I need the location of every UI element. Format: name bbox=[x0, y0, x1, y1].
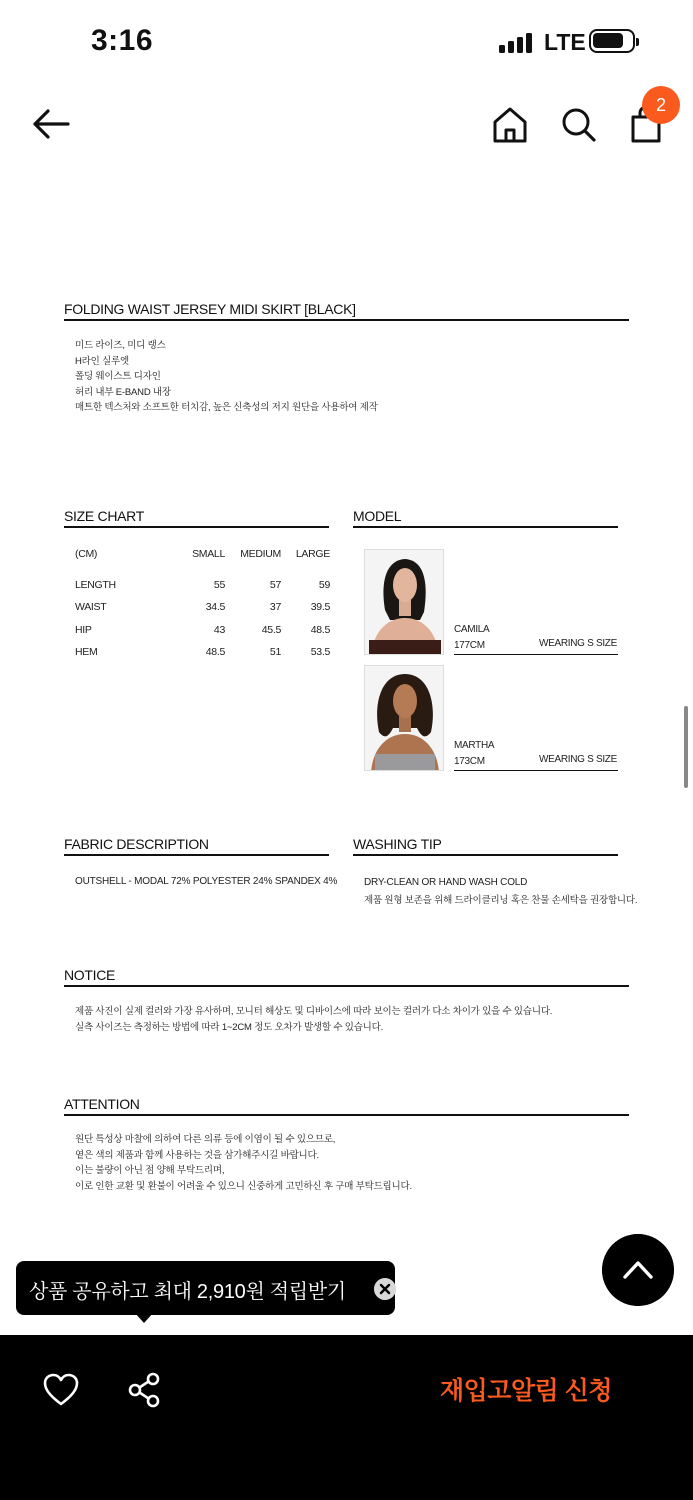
model-wearing-size: WEARING S SIZE bbox=[538, 754, 617, 765]
toast-pointer bbox=[135, 1313, 153, 1323]
table-row bbox=[75, 624, 335, 638]
status-time: 3:16 bbox=[91, 24, 154, 57]
scrollbar[interactable] bbox=[684, 706, 688, 788]
washing-text bbox=[364, 874, 637, 910]
notice-divider bbox=[64, 985, 629, 987]
notice-line: 제품 사진이 실제 컬러와 가장 유사하며, 모니터 해상도 및 디바이스에 따라 보이는 컬러가 다소 차이가 있을 수 있습니다. bbox=[75, 1006, 553, 1017]
row-label: HEM bbox=[75, 646, 98, 658]
cell: 57 bbox=[269, 579, 281, 591]
unit-label: (CM) bbox=[75, 548, 98, 560]
attention-title: ATTENTION bbox=[64, 1096, 140, 1112]
status-bar bbox=[0, 0, 693, 84]
model-title: MODEL bbox=[353, 508, 402, 524]
scroll-to-top-button[interactable] bbox=[602, 1234, 674, 1306]
restock-alert-button[interactable]: 재입고알림 신청 bbox=[440, 1377, 612, 1405]
washing-title: WASHING TIP bbox=[353, 836, 442, 852]
feature-line: 허리 내부 E-BAND 내장 bbox=[75, 386, 171, 398]
close-icon[interactable] bbox=[374, 1278, 396, 1300]
top-nav bbox=[0, 84, 693, 174]
fabric-text bbox=[75, 874, 337, 890]
model-name: MARTHA bbox=[454, 740, 495, 751]
size-chart-header bbox=[75, 548, 335, 562]
washing-line: 제품 원형 보존을 위해 드라이클리닝 혹은 찬물 손세탁을 권장합니다. bbox=[364, 895, 638, 906]
cell: 39.5 bbox=[310, 601, 330, 613]
share-reward-toast[interactable] bbox=[16, 1261, 395, 1315]
model-info-divider bbox=[454, 770, 618, 771]
cart-count-badge[interactable]: 2 bbox=[642, 86, 680, 124]
column-header: SMALL bbox=[192, 548, 225, 560]
cell: 53.5 bbox=[310, 646, 330, 658]
model-wearing-size: WEARING S SIZE bbox=[538, 638, 617, 649]
model-height: 177CM bbox=[454, 640, 485, 651]
feature-line: 미드 라이즈, 미디 랭스 bbox=[75, 340, 166, 351]
attention-line: 원단 특성상 마찰에 의하여 다른 의류 등에 이염이 될 수 있으므로, bbox=[75, 1134, 336, 1145]
model-name: CAMILA bbox=[454, 624, 490, 635]
attention-line: 이는 불량이 아닌 점 양해 부탁드리며, bbox=[75, 1165, 225, 1177]
home-icon[interactable] bbox=[490, 104, 530, 146]
notice-line: 실측 사이즈는 측정하는 방법에 따라 1~2CM 정도 오차가 발생할 수 있습니다. bbox=[75, 1021, 384, 1033]
washing-line: DRY-CLEAN OR HAND WASH COLD bbox=[364, 877, 528, 888]
search-icon[interactable] bbox=[558, 104, 598, 146]
washing-divider bbox=[353, 854, 618, 856]
fabric-divider bbox=[64, 854, 329, 856]
signal-icon bbox=[499, 33, 535, 53]
network-label: LTE bbox=[544, 29, 586, 55]
table-row bbox=[75, 646, 335, 660]
model-divider bbox=[353, 526, 618, 528]
model-height: 173CM bbox=[454, 756, 485, 767]
size-chart-divider bbox=[64, 526, 329, 528]
fabric-title: FABRIC DESCRIPTION bbox=[64, 836, 209, 852]
cell: 34.5 bbox=[205, 601, 225, 613]
attention-line: 이로 인한 교환 및 환불이 어려울 수 있으니 신중하게 고민하신 후 구매 부탁드립니다. bbox=[75, 1180, 412, 1192]
size-chart-title: SIZE CHART bbox=[64, 508, 144, 524]
feature-line: 매트한 텍스처와 소프트한 터치감, 높은 신축성의 저지 원단을 사용하여 제작 bbox=[75, 402, 378, 414]
cell: 55 bbox=[213, 579, 225, 591]
attention-divider bbox=[64, 1114, 629, 1116]
model-photo bbox=[364, 549, 444, 655]
battery-icon bbox=[589, 29, 635, 53]
table-row bbox=[75, 601, 335, 615]
product-title: FOLDING WAIST JERSEY MIDI SKIRT [BLACK] bbox=[64, 301, 356, 317]
bottom-action-bar bbox=[0, 1335, 693, 1500]
notice-title: NOTICE bbox=[64, 967, 116, 983]
cell: 45.5 bbox=[261, 624, 281, 636]
cell: 43 bbox=[213, 624, 225, 636]
notice-text bbox=[75, 1004, 552, 1035]
toast-text: 상품 공유하고 최대 2,910원 적립받기 bbox=[29, 1281, 346, 1303]
product-features bbox=[75, 338, 378, 416]
attention-line: 옅은 색의 제품과 함께 사용하는 것을 삼가해주시길 바랍니다. bbox=[75, 1149, 319, 1161]
attention-text bbox=[75, 1132, 412, 1194]
row-label: WAIST bbox=[75, 601, 107, 613]
heart-icon[interactable] bbox=[43, 1373, 79, 1407]
cell: 48.5 bbox=[310, 624, 330, 636]
row-label: LENGTH bbox=[75, 579, 116, 591]
fabric-composition: OUTSHELL - MODAL 72% POLYESTER 24% SPANDEX 4% bbox=[75, 876, 338, 887]
cell: 37 bbox=[269, 601, 281, 613]
back-arrow-icon[interactable] bbox=[28, 104, 74, 144]
table-row bbox=[75, 579, 335, 593]
model-photo bbox=[364, 665, 444, 771]
title-divider bbox=[64, 319, 629, 321]
row-label: HIP bbox=[75, 624, 92, 636]
model-info-divider bbox=[454, 654, 618, 655]
cell: 48.5 bbox=[205, 646, 225, 658]
feature-line: 폴딩 웨이스트 디자인 bbox=[75, 371, 161, 383]
column-header: MEDIUM bbox=[240, 548, 281, 560]
share-icon[interactable] bbox=[127, 1372, 163, 1408]
cell: 51 bbox=[269, 646, 281, 658]
column-header: LARGE bbox=[295, 548, 330, 560]
feature-line: H라인 실루엣 bbox=[75, 355, 129, 367]
cell: 59 bbox=[318, 579, 330, 591]
